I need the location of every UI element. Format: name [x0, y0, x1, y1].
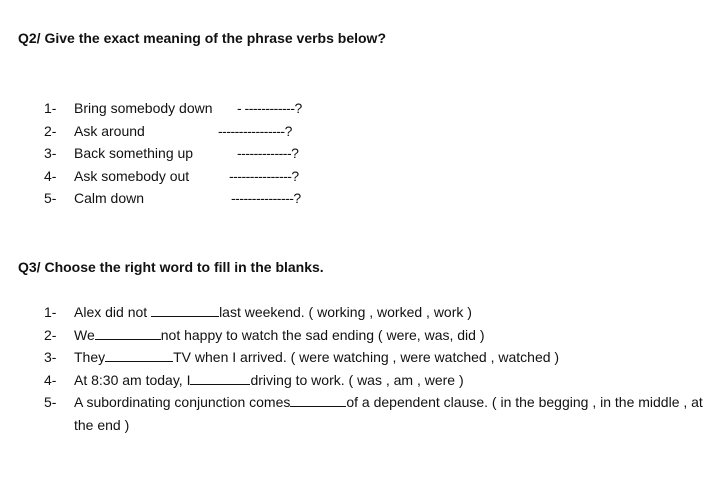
answer-blank: ----------------? [218, 122, 292, 139]
q3-item [44, 391, 714, 436]
q2-item [44, 187, 301, 210]
answer-blank: ---------------? [229, 167, 299, 184]
sentence-start: They [74, 349, 106, 366]
sentence-start: A subordinating conjunction comes [74, 394, 291, 411]
item-number: 5- [44, 190, 57, 206]
q2-heading: Q2/ Give the exact meaning of the phrase verbs below? [18, 30, 386, 46]
q3-heading: Q3/ Choose the right word to fill in the blanks. [18, 259, 324, 275]
fill-blank[interactable] [95, 329, 161, 340]
q3-item [44, 369, 714, 392]
sentence-start: At 8:30 am today, I [74, 371, 191, 388]
sentence-end: TV when I arrived. ( were watching , were watched , watched ) [173, 349, 560, 366]
item-number: 1- [44, 304, 57, 320]
item-number: 4- [44, 371, 57, 388]
item-number: 1- [44, 100, 57, 116]
item-number: 3- [44, 349, 57, 366]
q2-list [44, 97, 302, 210]
q2-item [44, 165, 299, 188]
q2-item [44, 142, 299, 165]
q2-item [44, 120, 292, 143]
fill-blank[interactable] [190, 374, 250, 385]
q3-item [44, 324, 714, 347]
fill-blank[interactable] [105, 351, 173, 362]
q2-item [44, 97, 302, 120]
sentence-end: last weekend. ( working , worked , work ) [219, 304, 472, 320]
phrasal-verb: Calm down [74, 190, 145, 206]
fill-blank[interactable] [290, 396, 346, 407]
phrasal-verb: Ask somebody out [74, 167, 190, 184]
answer-blank: - ------------? [237, 100, 302, 116]
answer-blank: ---------------? [231, 190, 301, 206]
sentence-end: driving to work. ( was , am , were ) [250, 371, 464, 388]
cropped-top-text [150, 0, 370, 6]
item-number: 5- [44, 394, 57, 411]
q3-item [44, 346, 714, 369]
item-number: 4- [44, 167, 57, 184]
answer-blank: -------------? [237, 145, 299, 161]
item-number: 3- [44, 145, 57, 161]
sentence-start: We [74, 326, 95, 343]
sentence-start: Alex did not [74, 304, 152, 320]
sentence-end: of a dependent clause. ( in the begging , in the middle , at the end ) [74, 394, 703, 433]
phrasal-verb: Bring somebody down [74, 100, 213, 116]
phrasal-verb: Ask around [74, 122, 145, 139]
fill-blank[interactable] [151, 306, 219, 317]
q3-list [44, 301, 714, 437]
item-number: 2- [44, 122, 57, 139]
phrasal-verb: Back something up [74, 145, 194, 161]
item-number: 2- [44, 326, 57, 343]
q3-item [44, 301, 714, 324]
sentence-end: not happy to watch the sad ending ( were, was, did ) [160, 326, 485, 343]
